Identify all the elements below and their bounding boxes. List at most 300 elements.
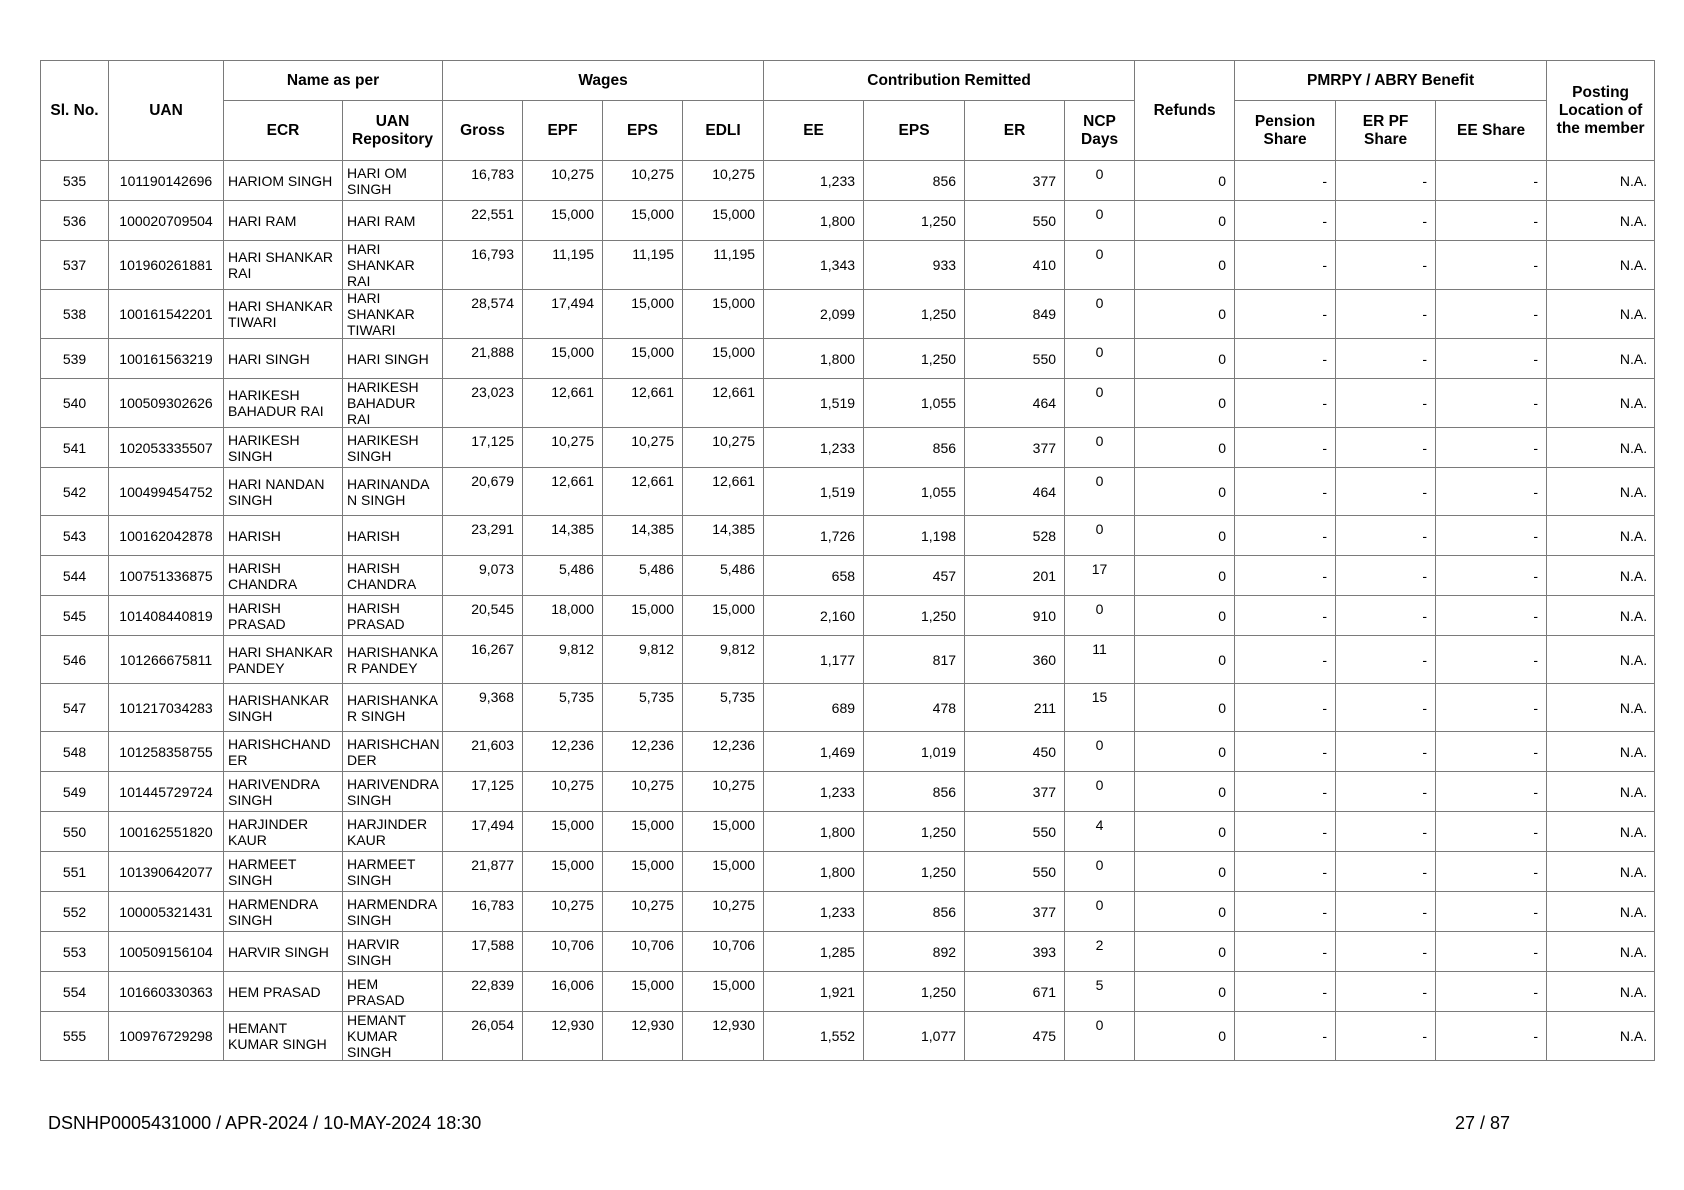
cell-edli: 14,385 [683, 516, 764, 556]
cell-er: 393 [965, 932, 1065, 972]
cell-posting-location: N.A. [1547, 161, 1655, 201]
cell-posting-location: N.A. [1547, 290, 1655, 339]
cell-pension-share: - [1235, 972, 1336, 1012]
cell-posting-location: N.A. [1547, 516, 1655, 556]
cell-er-pf-share: - [1336, 596, 1436, 636]
cell-pension-share: - [1235, 596, 1336, 636]
cell-edli: 12,930 [683, 1012, 764, 1061]
cell-sl-no: 547 [41, 684, 109, 732]
cell-name-ecr: HARISHCHAND ER [224, 732, 343, 772]
cell-posting-location: N.A. [1547, 379, 1655, 428]
table-row [41, 161, 1655, 201]
cell-epf: 14,385 [523, 516, 603, 556]
cell-posting-location: N.A. [1547, 972, 1655, 1012]
cell-refunds: 0 [1135, 852, 1235, 892]
cell-refunds: 0 [1135, 636, 1235, 684]
cell-contribution-eps: 1,055 [864, 468, 965, 516]
cell-refunds: 0 [1135, 201, 1235, 241]
cell-name-ecr: HARI SHANKAR PANDEY [224, 636, 343, 684]
cell-ee: 1,921 [764, 972, 864, 1012]
cell-name-ecr: HARI SINGH [224, 339, 343, 379]
cell-wages-eps: 12,930 [603, 1012, 683, 1061]
cell-ee-share: - [1436, 732, 1547, 772]
cell-gross: 22,839 [443, 972, 523, 1012]
cell-edli: 10,275 [683, 772, 764, 812]
cell-gross: 26,054 [443, 1012, 523, 1061]
cell-sl-no: 535 [41, 161, 109, 201]
table-row [41, 892, 1655, 932]
cell-wages-eps: 15,000 [603, 972, 683, 1012]
cell-epf: 15,000 [523, 852, 603, 892]
cell-er: 377 [965, 892, 1065, 932]
document-reference: DSNHP0005431000 / APR-2024 / 10-MAY-2024 18:30 [48, 1113, 482, 1133]
header-ee-share: EE Share [1436, 101, 1547, 161]
table-row [41, 684, 1655, 732]
cell-pension-share: - [1235, 852, 1336, 892]
table-row [41, 932, 1655, 972]
cell-refunds: 0 [1135, 972, 1235, 1012]
cell-uan: 101190142696 [109, 161, 224, 201]
cell-edli: 10,275 [683, 161, 764, 201]
header-ncp-days: NCP Days [1065, 101, 1135, 161]
cell-name-uan-repository: HARVIR SINGH [343, 932, 443, 972]
cell-ee-share: - [1436, 201, 1547, 241]
cell-edli: 15,000 [683, 290, 764, 339]
cell-ncp-days: 0 [1065, 772, 1135, 812]
header-ee: EE [764, 101, 864, 161]
cell-refunds: 0 [1135, 339, 1235, 379]
cell-er-pf-share: - [1336, 972, 1436, 1012]
cell-edli: 15,000 [683, 201, 764, 241]
cell-uan: 100005321431 [109, 892, 224, 932]
cell-epf: 10,275 [523, 772, 603, 812]
cell-gross: 16,783 [443, 892, 523, 932]
cell-edli: 10,275 [683, 428, 764, 468]
cell-ee-share: - [1436, 972, 1547, 1012]
cell-wages-eps: 15,000 [603, 290, 683, 339]
cell-refunds: 0 [1135, 379, 1235, 428]
cell-gross: 17,125 [443, 428, 523, 468]
cell-ee: 1,552 [764, 1012, 864, 1061]
header-er-pf-share: ER PF Share [1336, 101, 1436, 161]
cell-edli: 10,275 [683, 892, 764, 932]
cell-name-ecr: HARJINDER KAUR [224, 812, 343, 852]
cell-gross: 20,679 [443, 468, 523, 516]
cell-refunds: 0 [1135, 161, 1235, 201]
cell-posting-location: N.A. [1547, 468, 1655, 516]
cell-uan: 100161563219 [109, 339, 224, 379]
cell-ee-share: - [1436, 379, 1547, 428]
cell-ee-share: - [1436, 1012, 1547, 1061]
cell-ee-share: - [1436, 892, 1547, 932]
cell-refunds: 0 [1135, 684, 1235, 732]
cell-uan: 100162042878 [109, 516, 224, 556]
cell-ee-share: - [1436, 684, 1547, 732]
cell-er: 410 [965, 241, 1065, 290]
cell-epf: 17,494 [523, 290, 603, 339]
table-row [41, 290, 1655, 339]
cell-pension-share: - [1235, 772, 1336, 812]
cell-er-pf-share: - [1336, 1012, 1436, 1061]
cell-name-ecr: HARISHANKAR SINGH [224, 684, 343, 732]
cell-posting-location: N.A. [1547, 852, 1655, 892]
cell-ee: 1,233 [764, 892, 864, 932]
cell-edli: 15,000 [683, 852, 764, 892]
cell-er-pf-share: - [1336, 241, 1436, 290]
cell-name-uan-repository: HARIKESH BAHADUR RAI [343, 379, 443, 428]
cell-name-uan-repository: HARMEET SINGH [343, 852, 443, 892]
cell-ncp-days: 0 [1065, 201, 1135, 241]
cell-ee: 1,343 [764, 241, 864, 290]
cell-name-ecr: HARISH [224, 516, 343, 556]
cell-ee-share: - [1436, 241, 1547, 290]
cell-sl-no: 537 [41, 241, 109, 290]
cell-posting-location: N.A. [1547, 732, 1655, 772]
cell-wages-eps: 5,486 [603, 556, 683, 596]
cell-gross: 17,125 [443, 772, 523, 812]
cell-refunds: 0 [1135, 290, 1235, 339]
cell-name-uan-repository: HARIKESH SINGH [343, 428, 443, 468]
header-edli: EDLI [683, 101, 764, 161]
cell-contribution-eps: 933 [864, 241, 965, 290]
cell-er-pf-share: - [1336, 161, 1436, 201]
cell-posting-location: N.A. [1547, 812, 1655, 852]
header-wages: Wages [443, 61, 764, 101]
cell-contribution-eps: 892 [864, 932, 965, 972]
cell-ee-share: - [1436, 812, 1547, 852]
cell-ncp-days: 0 [1065, 290, 1135, 339]
cell-epf: 10,706 [523, 932, 603, 972]
cell-wages-eps: 5,735 [603, 684, 683, 732]
cell-posting-location: N.A. [1547, 339, 1655, 379]
cell-pension-share: - [1235, 932, 1336, 972]
cell-ee-share: - [1436, 932, 1547, 972]
cell-name-uan-repository: HARI RAM [343, 201, 443, 241]
cell-ncp-days: 0 [1065, 596, 1135, 636]
cell-gross: 22,551 [443, 201, 523, 241]
table-row [41, 241, 1655, 290]
cell-epf: 10,275 [523, 161, 603, 201]
cell-ee: 1,177 [764, 636, 864, 684]
cell-name-uan-repository: HARISH PRASAD [343, 596, 443, 636]
table-row [41, 852, 1655, 892]
cell-edli: 12,236 [683, 732, 764, 772]
cell-er: 201 [965, 556, 1065, 596]
cell-ee: 1,285 [764, 932, 864, 972]
cell-ncp-days: 0 [1065, 241, 1135, 290]
cell-posting-location: N.A. [1547, 636, 1655, 684]
cell-gross: 16,783 [443, 161, 523, 201]
cell-ee: 1,233 [764, 428, 864, 468]
cell-name-uan-repository: HARJINDER KAUR [343, 812, 443, 852]
cell-er-pf-share: - [1336, 290, 1436, 339]
cell-er-pf-share: - [1336, 339, 1436, 379]
header-posting-location: Posting Location of the member [1547, 61, 1655, 161]
cell-contribution-eps: 856 [864, 161, 965, 201]
cell-wages-eps: 15,000 [603, 812, 683, 852]
cell-refunds: 0 [1135, 428, 1235, 468]
cell-name-uan-repository: HEMANT KUMAR SINGH [343, 1012, 443, 1061]
cell-name-uan-repository: HARI OM SINGH [343, 161, 443, 201]
cell-name-uan-repository: HARISH CHANDRA [343, 556, 443, 596]
cell-ee: 1,469 [764, 732, 864, 772]
cell-name-ecr: HARI NANDAN SINGH [224, 468, 343, 516]
cell-pension-share: - [1235, 516, 1336, 556]
cell-ncp-days: 0 [1065, 468, 1135, 516]
cell-name-ecr: HARMENDRA SINGH [224, 892, 343, 932]
header-contribution-eps: EPS [864, 101, 965, 161]
cell-gross: 16,267 [443, 636, 523, 684]
header-er: ER [965, 101, 1065, 161]
cell-sl-no: 549 [41, 772, 109, 812]
cell-epf: 12,661 [523, 379, 603, 428]
header-sl-no: Sl. No. [41, 61, 109, 161]
cell-contribution-eps: 1,250 [864, 290, 965, 339]
cell-pension-share: - [1235, 161, 1336, 201]
cell-gross: 16,793 [443, 241, 523, 290]
cell-name-ecr: HARIOM SINGH [224, 161, 343, 201]
cell-sl-no: 538 [41, 290, 109, 339]
cell-pension-share: - [1235, 1012, 1336, 1061]
cell-ee-share: - [1436, 516, 1547, 556]
cell-name-uan-repository: HARISHCHAN DER [343, 732, 443, 772]
table-row [41, 468, 1655, 516]
cell-contribution-eps: 478 [864, 684, 965, 732]
cell-sl-no: 544 [41, 556, 109, 596]
cell-epf: 5,735 [523, 684, 603, 732]
ecr-contribution-table [40, 60, 1655, 1061]
cell-gross: 21,888 [443, 339, 523, 379]
cell-contribution-eps: 1,250 [864, 852, 965, 892]
cell-er-pf-share: - [1336, 732, 1436, 772]
cell-pension-share: - [1235, 379, 1336, 428]
table-row [41, 379, 1655, 428]
cell-ee-share: - [1436, 161, 1547, 201]
cell-sl-no: 541 [41, 428, 109, 468]
page-number: 27 / 87 [1454, 1113, 1510, 1133]
cell-contribution-eps: 1,250 [864, 812, 965, 852]
cell-ncp-days: 15 [1065, 684, 1135, 732]
cell-wages-eps: 10,275 [603, 772, 683, 812]
cell-posting-location: N.A. [1547, 596, 1655, 636]
cell-ee: 2,099 [764, 290, 864, 339]
cell-name-ecr: HARIKESH BAHADUR RAI [224, 379, 343, 428]
cell-uan: 100161542201 [109, 290, 224, 339]
cell-ncp-days: 0 [1065, 1012, 1135, 1061]
cell-epf: 12,661 [523, 468, 603, 516]
header-ecr: ECR [224, 101, 343, 161]
cell-refunds: 0 [1135, 556, 1235, 596]
cell-posting-location: N.A. [1547, 932, 1655, 972]
cell-sl-no: 536 [41, 201, 109, 241]
cell-ee: 1,800 [764, 812, 864, 852]
cell-name-uan-repository: HARMENDRA SINGH [343, 892, 443, 932]
header-uan: UAN [109, 61, 224, 161]
cell-ncp-days: 0 [1065, 379, 1135, 428]
cell-ee: 1,519 [764, 379, 864, 428]
cell-wages-eps: 12,661 [603, 379, 683, 428]
cell-ee: 2,160 [764, 596, 864, 636]
cell-uan: 102053335507 [109, 428, 224, 468]
cell-ncp-days: 0 [1065, 892, 1135, 932]
cell-uan: 101660330363 [109, 972, 224, 1012]
cell-wages-eps: 9,812 [603, 636, 683, 684]
cell-er: 377 [965, 161, 1065, 201]
cell-ncp-days: 0 [1065, 339, 1135, 379]
cell-uan: 101266675811 [109, 636, 224, 684]
cell-name-ecr: HARMEET SINGH [224, 852, 343, 892]
cell-edli: 5,486 [683, 556, 764, 596]
cell-gross: 17,494 [443, 812, 523, 852]
cell-sl-no: 551 [41, 852, 109, 892]
cell-pension-share: - [1235, 201, 1336, 241]
cell-sl-no: 553 [41, 932, 109, 972]
header-pension-share: Pension Share [1235, 101, 1336, 161]
cell-gross: 21,603 [443, 732, 523, 772]
table-body [41, 161, 1655, 1061]
cell-wages-eps: 12,236 [603, 732, 683, 772]
cell-epf: 16,006 [523, 972, 603, 1012]
cell-name-ecr: HARI SHANKAR RAI [224, 241, 343, 290]
cell-name-uan-repository: HARISHANKA R PANDEY [343, 636, 443, 684]
cell-ee: 1,800 [764, 852, 864, 892]
cell-er: 360 [965, 636, 1065, 684]
cell-ncp-days: 4 [1065, 812, 1135, 852]
cell-epf: 12,236 [523, 732, 603, 772]
cell-uan: 100499454752 [109, 468, 224, 516]
cell-uan: 101217034283 [109, 684, 224, 732]
cell-wages-eps: 15,000 [603, 596, 683, 636]
cell-contribution-eps: 1,019 [864, 732, 965, 772]
cell-wages-eps: 10,275 [603, 161, 683, 201]
cell-uan: 101445729724 [109, 772, 224, 812]
cell-epf: 12,930 [523, 1012, 603, 1061]
cell-ee: 1,726 [764, 516, 864, 556]
cell-name-ecr: HARI SHANKAR TIWARI [224, 290, 343, 339]
cell-epf: 11,195 [523, 241, 603, 290]
cell-sl-no: 554 [41, 972, 109, 1012]
cell-contribution-eps: 1,250 [864, 201, 965, 241]
cell-wages-eps: 15,000 [603, 201, 683, 241]
cell-posting-location: N.A. [1547, 241, 1655, 290]
cell-contribution-eps: 1,198 [864, 516, 965, 556]
cell-gross: 23,023 [443, 379, 523, 428]
cell-posting-location: N.A. [1547, 201, 1655, 241]
cell-ee: 1,800 [764, 339, 864, 379]
cell-er-pf-share: - [1336, 892, 1436, 932]
cell-posting-location: N.A. [1547, 892, 1655, 932]
cell-er-pf-share: - [1336, 516, 1436, 556]
cell-refunds: 0 [1135, 892, 1235, 932]
cell-gross: 20,545 [443, 596, 523, 636]
cell-uan: 101390642077 [109, 852, 224, 892]
table-row [41, 772, 1655, 812]
cell-name-uan-repository: HARI SINGH [343, 339, 443, 379]
table-row [41, 516, 1655, 556]
cell-er-pf-share: - [1336, 932, 1436, 972]
cell-edli: 10,706 [683, 932, 764, 972]
cell-ee: 1,519 [764, 468, 864, 516]
cell-ee-share: - [1436, 596, 1547, 636]
cell-uan: 100162551820 [109, 812, 224, 852]
cell-sl-no: 550 [41, 812, 109, 852]
cell-uan: 101258358755 [109, 732, 224, 772]
cell-er: 475 [965, 1012, 1065, 1061]
cell-gross: 17,588 [443, 932, 523, 972]
cell-wages-eps: 11,195 [603, 241, 683, 290]
cell-ee: 658 [764, 556, 864, 596]
cell-wages-eps: 15,000 [603, 852, 683, 892]
table-row [41, 201, 1655, 241]
cell-name-ecr: HARISH PRASAD [224, 596, 343, 636]
cell-name-uan-repository: HARISH [343, 516, 443, 556]
cell-edli: 15,000 [683, 596, 764, 636]
header-gross: Gross [443, 101, 523, 161]
cell-ee: 1,800 [764, 201, 864, 241]
cell-er-pf-share: - [1336, 812, 1436, 852]
cell-posting-location: N.A. [1547, 556, 1655, 596]
cell-pension-share: - [1235, 732, 1336, 772]
cell-epf: 5,486 [523, 556, 603, 596]
cell-ncp-days: 0 [1065, 852, 1135, 892]
cell-refunds: 0 [1135, 812, 1235, 852]
cell-uan: 100020709504 [109, 201, 224, 241]
cell-gross: 9,073 [443, 556, 523, 596]
table-row [41, 596, 1655, 636]
cell-ee: 1,233 [764, 161, 864, 201]
table-row [41, 339, 1655, 379]
cell-name-uan-repository: HEM PRASAD [343, 972, 443, 1012]
cell-contribution-eps: 1,250 [864, 596, 965, 636]
table-row [41, 428, 1655, 468]
cell-er: 377 [965, 428, 1065, 468]
cell-name-ecr: HARI RAM [224, 201, 343, 241]
cell-er-pf-share: - [1336, 556, 1436, 596]
cell-edli: 15,000 [683, 812, 764, 852]
cell-epf: 15,000 [523, 201, 603, 241]
cell-name-uan-repository: HARINANDA N SINGH [343, 468, 443, 516]
cell-sl-no: 545 [41, 596, 109, 636]
cell-refunds: 0 [1135, 516, 1235, 556]
cell-epf: 15,000 [523, 812, 603, 852]
cell-name-uan-repository: HARIVENDRA SINGH [343, 772, 443, 812]
cell-uan: 101408440819 [109, 596, 224, 636]
cell-pension-share: - [1235, 290, 1336, 339]
cell-refunds: 0 [1135, 772, 1235, 812]
cell-er: 550 [965, 201, 1065, 241]
cell-gross: 28,574 [443, 290, 523, 339]
cell-name-uan-repository: HARI SHANKAR RAI [343, 241, 443, 290]
cell-name-ecr: HEM PRASAD [224, 972, 343, 1012]
cell-wages-eps: 10,275 [603, 428, 683, 468]
cell-wages-eps: 12,661 [603, 468, 683, 516]
cell-er-pf-share: - [1336, 772, 1436, 812]
cell-ncp-days: 5 [1065, 972, 1135, 1012]
cell-wages-eps: 10,275 [603, 892, 683, 932]
cell-refunds: 0 [1135, 732, 1235, 772]
cell-edli: 15,000 [683, 339, 764, 379]
cell-edli: 11,195 [683, 241, 764, 290]
cell-er: 671 [965, 972, 1065, 1012]
cell-er: 550 [965, 812, 1065, 852]
cell-pension-share: - [1235, 892, 1336, 932]
cell-posting-location: N.A. [1547, 684, 1655, 732]
cell-pension-share: - [1235, 241, 1336, 290]
cell-er-pf-share: - [1336, 201, 1436, 241]
cell-er: 211 [965, 684, 1065, 732]
cell-gross: 21,877 [443, 852, 523, 892]
cell-pension-share: - [1235, 812, 1336, 852]
